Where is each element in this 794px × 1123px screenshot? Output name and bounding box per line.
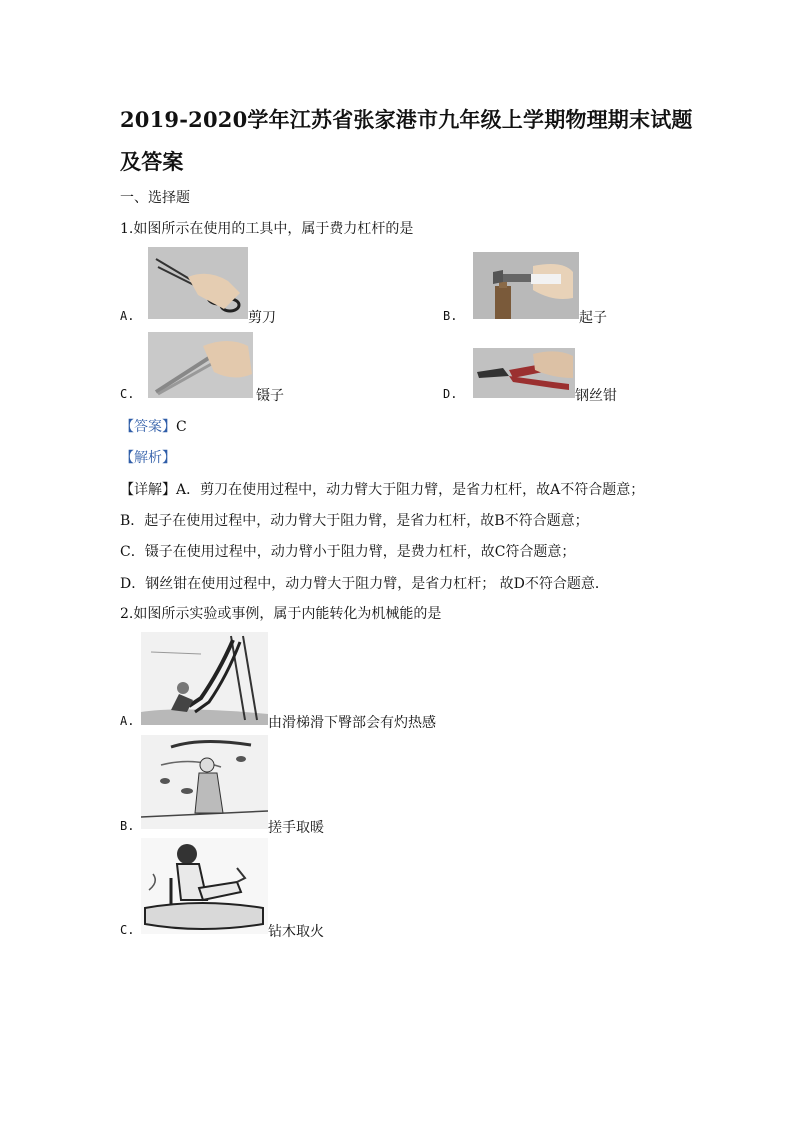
question-2-stem: 2.如图所示实验或事例，属于内能转化为机械能的是 [120,606,442,622]
scissors-image [148,247,248,319]
page-title: 2019-2020学年江苏省张家港市九年级上学期物理期末试题 [120,107,693,132]
drilling-wood-illustration [141,838,268,934]
analysis-line: D．钢丝钳在使用过程中，动力臂大于阻力臂，是省力杠杆； 故D不符合题意． [120,576,609,592]
answer-tag: 【答案】 [120,419,176,435]
option-b-caption: 搓手取暖 [268,820,324,836]
analysis-line: A．剪刀在使用过程中，动力臂大于阻力臂，是省力杠杆，故A不符合题意； [176,482,645,498]
option-b-letter: B. [443,309,458,323]
detail-tag: 【详解】 [120,482,176,498]
slide-illustration [141,632,268,725]
rubbing-hands-illustration [141,735,268,829]
analysis-line: B．起子在使用过程中，动力臂大于阻力臂，是省力杠杆，故B不符合题意； [120,513,589,529]
option-b-caption: 起子 [579,310,607,326]
tweezers-image [148,332,253,398]
option-a-caption: 剪刀 [248,310,276,326]
option-c-caption: 镊子 [256,388,284,404]
analysis-tag: 【解析】 [120,450,176,466]
analysis-line: C．镊子在使用过程中，动力臂小于阻力臂，是费力杠杆，故C符合题意； [120,544,576,560]
answer-value: C [176,419,187,435]
option-c-caption: 钻木取火 [268,924,324,940]
option-b-letter: B. [120,819,135,833]
option-c-letter: C. [120,923,135,937]
option-c-letter: C. [120,387,135,401]
bottle-opener-image [473,252,579,319]
option-a-letter: A. [120,309,135,323]
option-d-letter: D. [443,387,458,401]
option-a-letter: A. [120,714,135,728]
option-d-caption: 钢丝钳 [575,388,617,404]
page-title-continued: 及答案 [120,149,184,174]
pliers-image [473,348,575,398]
option-a-caption: 由滑梯滑下臀部会有灼热感 [268,715,436,731]
section-heading: 一、选择题 [120,190,190,206]
question-1-stem: 1.如图所示在使用的工具中，属于费力杠杆的是 [120,221,414,237]
